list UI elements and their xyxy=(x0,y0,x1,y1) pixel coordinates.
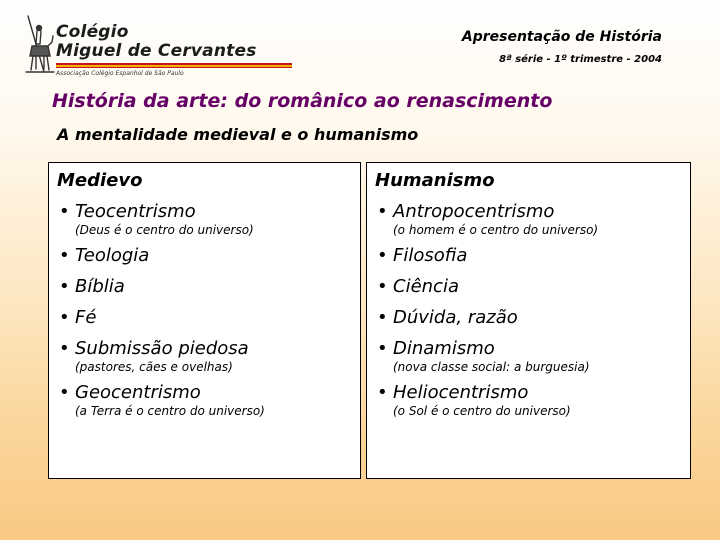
item-label: Filosofia xyxy=(393,245,468,266)
page-title: História da arte: do românico ao renascimento xyxy=(52,90,553,112)
item-detail: (a Terra é o centro do universo) xyxy=(75,404,265,418)
logo-line-2: Miguel de Cervantes xyxy=(56,41,257,61)
item-detail: (nova classe social: a burguesia) xyxy=(393,360,590,374)
item-detail: (o Sol é o centro do universo) xyxy=(393,404,571,418)
list-item xyxy=(57,336,352,375)
item-label: Dúvida, razão xyxy=(393,307,518,328)
item-detail: (Deus é o centro do universo) xyxy=(75,223,254,237)
item-label: Submissão piedosa xyxy=(75,338,249,359)
item-label: Teocentrismo xyxy=(75,201,196,222)
item-label: Geocentrismo xyxy=(75,382,201,403)
bullet-icon: • xyxy=(377,245,388,266)
medievo-panel xyxy=(48,162,361,479)
page-subtitle: A mentalidade medieval e o humanismo xyxy=(57,125,419,144)
list-item xyxy=(57,199,352,238)
list-item xyxy=(375,199,682,238)
bullet-icon: • xyxy=(59,201,70,222)
bullet-icon: • xyxy=(377,338,388,359)
bullet-icon: • xyxy=(377,382,388,403)
bullet-icon: • xyxy=(59,307,70,328)
item-label: Fé xyxy=(75,307,97,328)
list-item xyxy=(375,336,682,375)
school-logo xyxy=(22,14,282,82)
item-label: Ciência xyxy=(393,276,459,297)
medievo-list xyxy=(57,199,352,419)
item-label: Antropocentrismo xyxy=(393,201,555,222)
humanismo-panel xyxy=(366,162,691,479)
logo-stripe xyxy=(56,63,292,68)
bullet-icon: • xyxy=(377,201,388,222)
list-item xyxy=(375,243,682,269)
item-label: Dinamismo xyxy=(393,338,495,359)
bullet-icon: • xyxy=(377,276,388,297)
humanismo-heading: Humanismo xyxy=(375,170,495,191)
item-label: Heliocentrismo xyxy=(393,382,529,403)
logo-subline: Associação Colégio Espanhol de São Paulo xyxy=(56,70,184,77)
list-item xyxy=(375,305,682,331)
header-subtitle: 8ª série - 1º trimestre - 2004 xyxy=(499,54,662,65)
list-item xyxy=(375,274,682,300)
list-item xyxy=(57,243,352,269)
bullet-icon: • xyxy=(377,307,388,328)
logo-line-1: Colégio xyxy=(56,22,129,42)
item-label: Teologia xyxy=(75,245,150,266)
bullet-icon: • xyxy=(59,382,70,403)
list-item xyxy=(375,380,682,419)
knight-figure-icon xyxy=(22,14,56,76)
list-item xyxy=(57,274,352,300)
bullet-icon: • xyxy=(59,338,70,359)
list-item xyxy=(57,305,352,331)
item-detail: (o homem é o centro do universo) xyxy=(393,223,599,237)
bullet-icon: • xyxy=(59,245,70,266)
item-label: Bíblia xyxy=(75,276,125,297)
medievo-heading: Medievo xyxy=(57,170,143,191)
list-item xyxy=(57,380,352,419)
bullet-icon: • xyxy=(59,276,70,297)
header-title: Apresentação de História xyxy=(461,29,662,45)
humanismo-list xyxy=(375,199,682,419)
item-detail: (pastores, cães e ovelhas) xyxy=(75,360,233,374)
